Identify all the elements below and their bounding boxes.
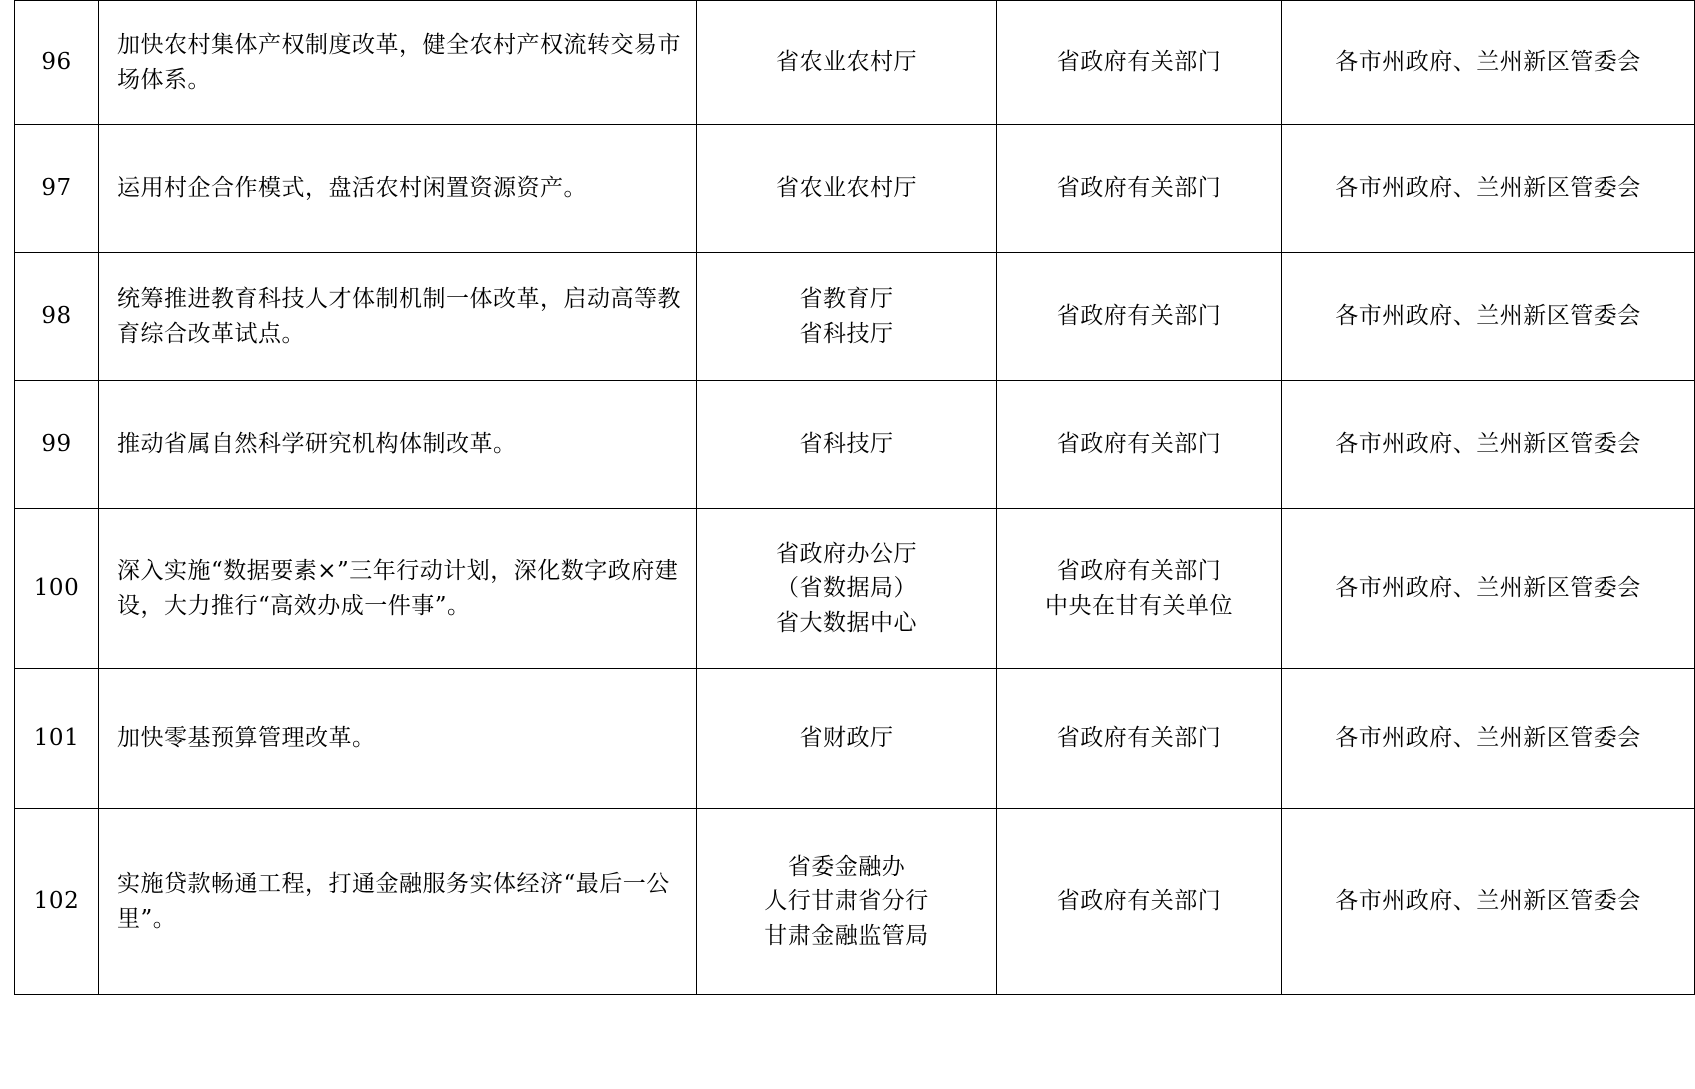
supporting-unit-line: 各市州政府、兰州新区管委会 xyxy=(1335,175,1641,202)
task-assignment-table xyxy=(14,0,1695,995)
row-supporting-unit xyxy=(1282,381,1695,509)
table-row xyxy=(15,125,1695,253)
row-task: 推动省属自然科学研究机构体制改革。 xyxy=(99,381,697,509)
row-supporting-unit xyxy=(1282,669,1695,809)
row-lead-unit xyxy=(697,809,997,995)
lead-unit-line: 省教育厅 xyxy=(799,286,894,312)
responsible-unit-line: 中央在甘有关单位 xyxy=(1045,592,1233,619)
table-row xyxy=(15,669,1695,809)
lead-unit-line: 省财政厅 xyxy=(799,725,894,752)
responsible-unit-line: 省政府有关部门 xyxy=(1056,49,1222,76)
row-lead-unit xyxy=(697,253,997,381)
lead-unit-line: （省数据局） xyxy=(776,575,917,602)
responsible-unit-line: 省政府有关部门 xyxy=(1056,175,1222,202)
table-row xyxy=(15,253,1695,381)
row-supporting-unit xyxy=(1282,809,1695,995)
lead-unit-line: 省政府办公厅 xyxy=(776,540,917,567)
row-lead-unit xyxy=(697,381,997,509)
row-lead-unit xyxy=(697,125,997,253)
row-task: 加快零基预算管理改革。 xyxy=(99,669,697,809)
lead-unit-line: 省委金融办 xyxy=(787,853,906,880)
row-number: 98 xyxy=(15,253,99,381)
row-number: 102 xyxy=(15,809,99,995)
row-supporting-unit xyxy=(1282,253,1695,381)
lead-unit-line: 省科技厅 xyxy=(799,320,894,347)
lead-unit-line: 省农业农村厅 xyxy=(776,49,917,76)
row-responsible-unit xyxy=(997,381,1282,509)
supporting-unit-line: 各市州政府、兰州新区管委会 xyxy=(1335,49,1641,76)
row-number: 97 xyxy=(15,125,99,253)
lead-unit-line: 省农业农村厅 xyxy=(776,175,917,202)
row-responsible-unit xyxy=(997,125,1282,253)
row-responsible-unit xyxy=(997,809,1282,995)
table-row xyxy=(15,381,1695,509)
row-responsible-unit xyxy=(997,253,1282,381)
row-task: 深入实施“数据要素×”三年行动计划，深化数字政府建设，大力推行“高效办成一件事”。 xyxy=(99,509,697,669)
row-responsible-unit xyxy=(997,1,1282,125)
responsible-unit-line: 省政府有关部门 xyxy=(1056,303,1222,330)
row-task: 加快农村集体产权制度改革，健全农村产权流转交易市场体系。 xyxy=(99,1,697,125)
supporting-unit-line: 各市州政府、兰州新区管委会 xyxy=(1335,575,1641,602)
supporting-unit-line: 各市州政府、兰州新区管委会 xyxy=(1335,725,1641,752)
row-task: 统筹推进教育科技人才体制机制一体改革，启动高等教育综合改革试点。 xyxy=(99,253,697,381)
responsible-unit-line: 省政府有关部门 xyxy=(1056,558,1222,584)
row-task: 实施贷款畅通工程，打通金融服务实体经济“最后一公里”。 xyxy=(99,809,697,995)
row-task: 运用村企合作模式，盘活农村闲置资源资产。 xyxy=(99,125,697,253)
lead-unit-line: 省科技厅 xyxy=(799,431,894,458)
row-lead-unit xyxy=(697,669,997,809)
row-supporting-unit xyxy=(1282,125,1695,253)
row-number: 96 xyxy=(15,1,99,125)
row-responsible-unit xyxy=(997,669,1282,809)
supporting-unit-line: 各市州政府、兰州新区管委会 xyxy=(1335,888,1641,915)
row-lead-unit xyxy=(697,1,997,125)
supporting-unit-line: 各市州政府、兰州新区管委会 xyxy=(1335,303,1641,330)
supporting-unit-line: 各市州政府、兰州新区管委会 xyxy=(1335,431,1641,458)
row-supporting-unit xyxy=(1282,1,1695,125)
table-row xyxy=(15,509,1695,669)
row-supporting-unit xyxy=(1282,509,1695,669)
row-number: 99 xyxy=(15,381,99,509)
responsible-unit-line: 省政府有关部门 xyxy=(1056,725,1222,752)
row-number: 101 xyxy=(15,669,99,809)
row-number: 100 xyxy=(15,509,99,669)
responsible-unit-line: 省政府有关部门 xyxy=(1056,888,1222,915)
lead-unit-line: 甘肃金融监管局 xyxy=(764,922,929,949)
row-lead-unit xyxy=(697,509,997,669)
responsible-unit-line: 省政府有关部门 xyxy=(1056,431,1222,458)
table-row xyxy=(15,1,1695,125)
lead-unit-line: 人行甘肃省分行 xyxy=(764,888,929,915)
row-responsible-unit xyxy=(997,509,1282,669)
lead-unit-line: 省大数据中心 xyxy=(776,609,917,636)
table-row xyxy=(15,809,1695,995)
